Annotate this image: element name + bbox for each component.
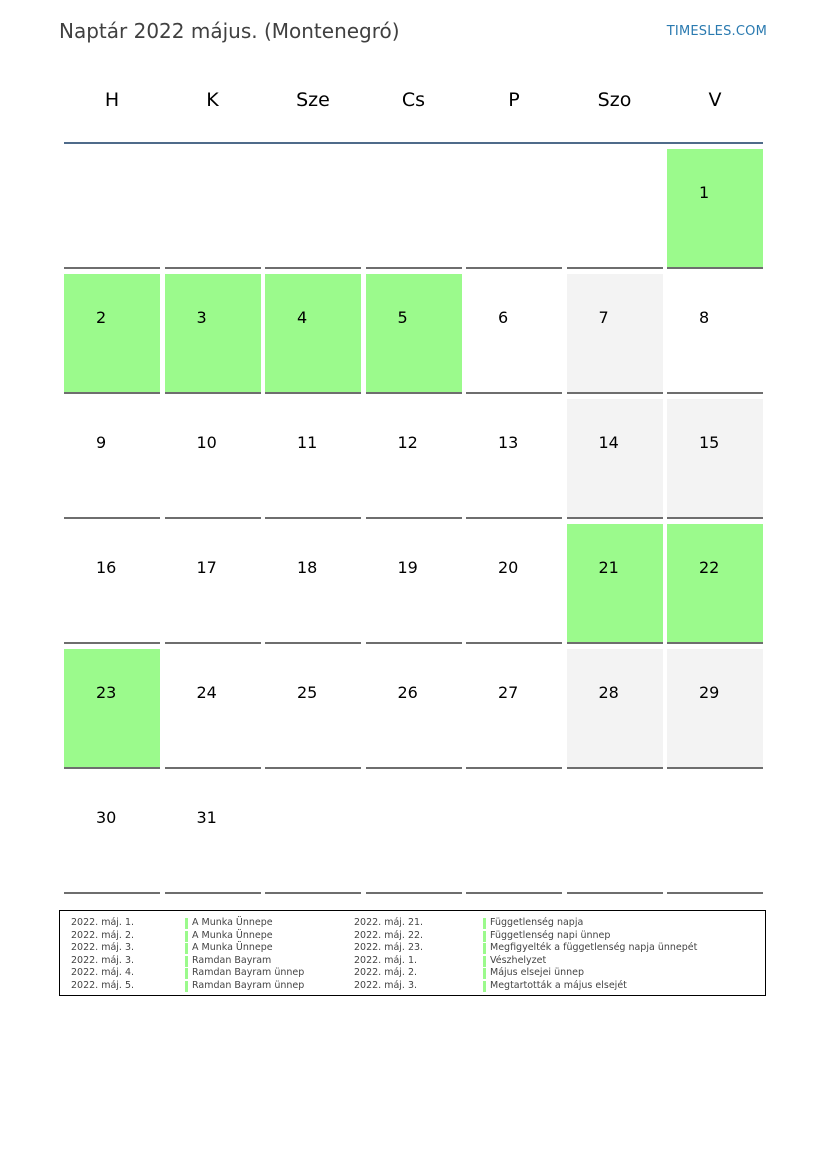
legend-date: 2022. máj. 23. <box>354 942 424 954</box>
legend-date: 2022. máj. 22. <box>354 929 424 941</box>
day-cell[interactable] <box>265 649 361 769</box>
day-number: 15 <box>699 433 720 452</box>
day-cell[interactable] <box>366 399 462 519</box>
weekday-label: H <box>104 89 120 111</box>
legend-date: 2022. máj. 3. <box>71 942 135 954</box>
day-cell[interactable] <box>64 399 160 519</box>
day-cell[interactable] <box>64 774 160 894</box>
empty-cell <box>567 149 663 269</box>
legend-dates-left <box>71 917 134 993</box>
day-number: 5 <box>397 308 408 327</box>
day-cell[interactable] <box>265 274 361 394</box>
empty-cell <box>567 774 663 894</box>
legend-date: 2022. máj. 1. <box>354 954 418 966</box>
calendar-grid <box>64 149 763 895</box>
day-cell[interactable] <box>64 649 160 769</box>
day-cell[interactable] <box>466 524 562 644</box>
day-cell[interactable] <box>667 524 763 644</box>
weekday-label: V <box>708 89 722 111</box>
legend-holiday-name: Függetlenség napja <box>483 917 697 930</box>
legend-holiday-name: A Munka Ünnepe <box>185 942 304 955</box>
day-number: 25 <box>297 683 318 702</box>
day-number: 19 <box>397 558 418 577</box>
day-cell[interactable] <box>265 399 361 519</box>
day-number: 30 <box>96 808 117 827</box>
legend-holiday-name: Függetlenség napi ünnep <box>483 930 697 943</box>
empty-cell <box>366 149 462 269</box>
weekday-label: P <box>508 89 520 111</box>
day-number: 10 <box>196 433 217 452</box>
empty-cell <box>366 774 462 894</box>
day-number: 27 <box>498 683 519 702</box>
legend-holiday-name: Megfigyelték a függetlenség napja ünnepét <box>483 942 697 955</box>
weekday-label: Szo <box>597 89 632 111</box>
day-number: 2 <box>96 308 107 327</box>
day-number: 13 <box>498 433 519 452</box>
day-cell[interactable] <box>667 149 763 269</box>
legend-date: 2022. máj. 3. <box>71 954 135 966</box>
day-cell[interactable] <box>265 524 361 644</box>
empty-cell <box>667 774 763 894</box>
legend-date: 2022. máj. 2. <box>354 967 418 979</box>
day-number: 4 <box>297 308 308 327</box>
empty-cell <box>466 774 562 894</box>
legend-holiday-name: Május elsejei ünnep <box>483 967 697 980</box>
legend-holiday-name: Megtartották a május elsejét <box>483 980 697 993</box>
day-cell[interactable] <box>667 399 763 519</box>
legend-holiday-name: Vészhelyzet <box>483 955 697 968</box>
holiday-legend <box>59 910 766 996</box>
weekday-label: Cs <box>401 89 426 111</box>
day-cell[interactable] <box>567 274 663 394</box>
brand-link[interactable]: TIMESLES.COM <box>666 24 767 39</box>
day-cell[interactable] <box>64 274 160 394</box>
day-cell[interactable] <box>165 399 261 519</box>
day-cell[interactable] <box>165 274 261 394</box>
day-cell[interactable] <box>165 649 261 769</box>
day-number: 9 <box>96 433 107 452</box>
day-number: 23 <box>96 683 117 702</box>
empty-cell <box>265 774 361 894</box>
day-number: 16 <box>96 558 117 577</box>
header-divider <box>64 142 763 144</box>
day-number: 22 <box>699 558 720 577</box>
day-number: 8 <box>699 308 710 327</box>
day-cell[interactable] <box>567 399 663 519</box>
day-cell[interactable] <box>567 524 663 644</box>
day-cell[interactable] <box>667 649 763 769</box>
day-cell[interactable] <box>567 649 663 769</box>
legend-date: 2022. máj. 4. <box>71 967 135 979</box>
legend-dates-right <box>354 917 423 993</box>
legend-holiday-name: Ramdan Bayram ünnep <box>185 967 304 980</box>
day-cell[interactable] <box>165 524 261 644</box>
day-number: 21 <box>598 558 619 577</box>
day-number: 12 <box>397 433 418 452</box>
empty-cell <box>466 149 562 269</box>
empty-cell <box>64 149 160 269</box>
legend-holiday-name: Ramdan Bayram <box>185 955 304 968</box>
day-cell[interactable] <box>366 649 462 769</box>
day-number: 1 <box>699 183 710 202</box>
day-cell[interactable] <box>466 399 562 519</box>
day-cell[interactable] <box>366 274 462 394</box>
day-number: 17 <box>196 558 217 577</box>
empty-cell <box>265 149 361 269</box>
empty-cell <box>165 149 261 269</box>
weekday-label: K <box>206 89 219 111</box>
page-title: Naptár 2022 május. (Montenegró) <box>59 19 400 43</box>
day-number: 28 <box>598 683 619 702</box>
day-cell[interactable] <box>466 649 562 769</box>
day-number: 3 <box>196 308 207 327</box>
legend-names-right <box>483 917 697 993</box>
day-number: 7 <box>598 308 609 327</box>
legend-date: 2022. máj. 5. <box>71 979 135 991</box>
legend-date: 2022. máj. 3. <box>354 979 418 991</box>
day-number: 29 <box>699 683 720 702</box>
day-cell[interactable] <box>64 524 160 644</box>
weekday-label: Sze <box>296 89 330 111</box>
day-number: 18 <box>297 558 318 577</box>
day-cell[interactable] <box>466 274 562 394</box>
day-number: 11 <box>297 433 318 452</box>
day-cell[interactable] <box>366 524 462 644</box>
day-cell[interactable] <box>165 774 261 894</box>
weekday-header <box>64 89 763 119</box>
day-number: 24 <box>196 683 217 702</box>
legend-holiday-name: Ramdan Bayram ünnep <box>185 980 304 993</box>
day-number: 31 <box>196 808 217 827</box>
day-number: 26 <box>397 683 418 702</box>
day-number: 14 <box>598 433 619 452</box>
legend-date: 2022. máj. 21. <box>354 917 424 928</box>
legend-holiday-name: A Munka Ünnepe <box>185 930 304 943</box>
day-number: 6 <box>498 308 509 327</box>
legend-date: 2022. máj. 1. <box>71 917 135 928</box>
day-cell[interactable] <box>667 274 763 394</box>
legend-holiday-name: A Munka Ünnepe <box>185 917 304 930</box>
legend-names-left <box>185 917 304 993</box>
legend-date: 2022. máj. 2. <box>71 929 135 941</box>
day-number: 20 <box>498 558 519 577</box>
